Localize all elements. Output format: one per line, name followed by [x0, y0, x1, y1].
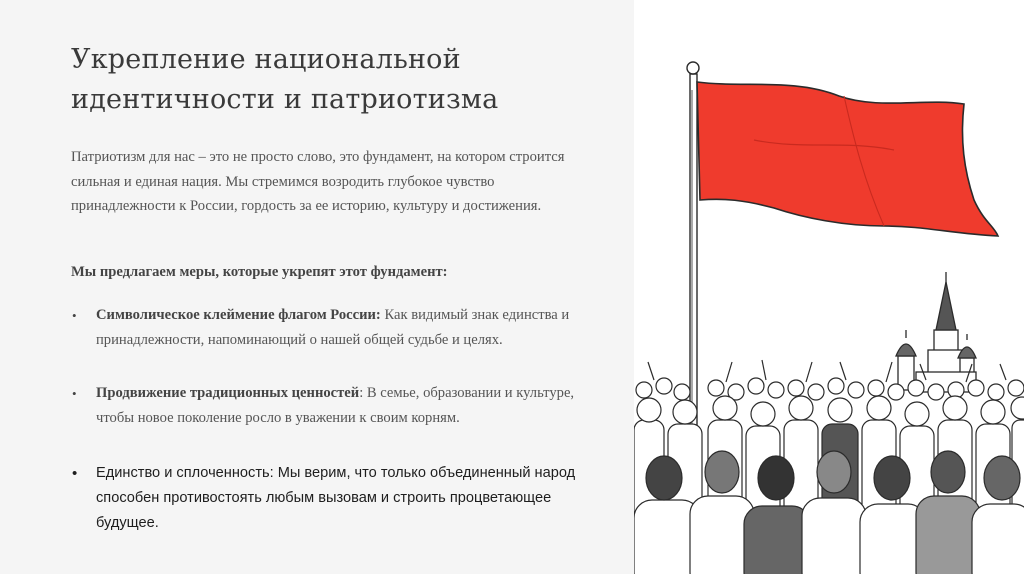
red-flag: [697, 82, 998, 236]
bullet-marker: •: [72, 386, 77, 401]
flag-crowd-illustration: [634, 0, 1024, 574]
illustration-panel: [634, 0, 1024, 574]
bullet-marker: •: [72, 308, 77, 323]
slide-title: Укрепление национальной идентичности и патриотизма: [71, 44, 499, 115]
list-item-heading: Продвижение традиционных ценностей: [96, 385, 360, 401]
measures-lead: Мы предлагаем меры, которые укрепят этот фундамент:: [71, 264, 448, 280]
list-item-body: Как видимый знак единства и принадлежности, напоминающий о нашей общей судьбе и целях.: [96, 307, 570, 348]
list-item-body: : В семье, образовании и культуре, чтобы новое поколение росло в уважении к своим корням.: [96, 385, 575, 426]
intro-paragraph: Патриотизм для нас – это не просто слово, это фундамент, на котором строится сильная и единая нация. Мы стремимся возродить глубокое чувство принадлежности к России, гордость за ее историю, культуру и достижения.: [71, 149, 565, 214]
bullet-marker: •: [72, 465, 78, 482]
list-item-text: [96, 303, 582, 353]
list-item-text: Единство и сплоченность: Мы верим, что только объединенный народ способен противостоять любым вызовам и строить процветающее будущее.: [96, 465, 576, 531]
list-item-text: [96, 381, 582, 431]
kremlin-buildings: [896, 272, 976, 392]
list-item-heading: Символическое клеймение флагом России:: [96, 307, 381, 323]
